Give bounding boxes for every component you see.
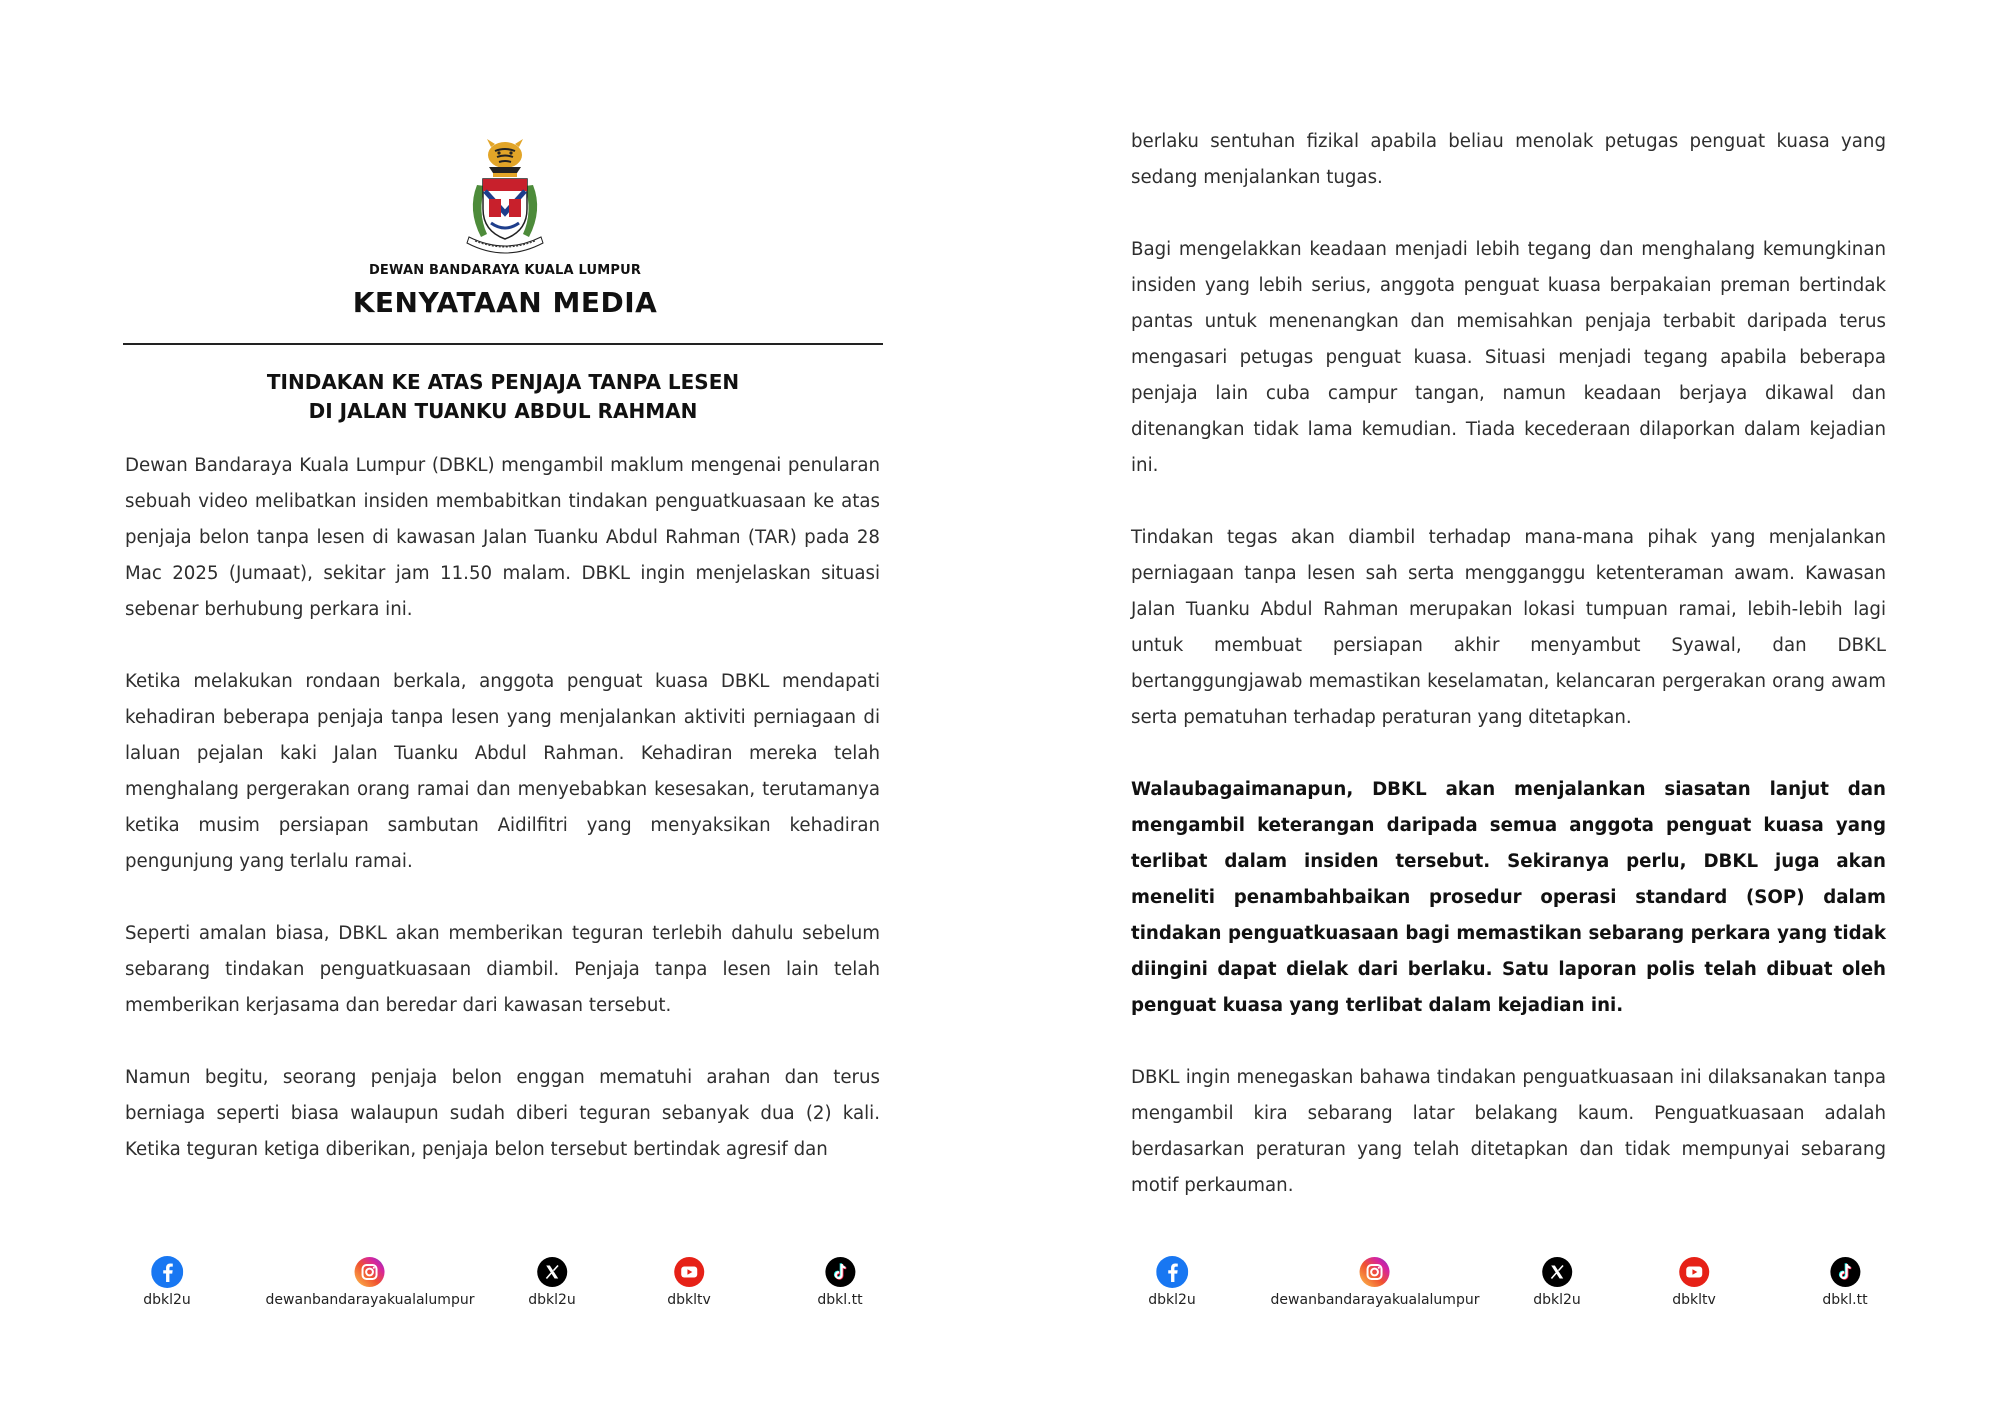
paragraph: Ketika melakukan rondaan berkala, anggota penguat kuasa DBKL mendapati kehadiran beberapa penjaja tanpa lesen yang menjalankan aktiviti perniagaan di laluan pejalan kaki Jalan Tuanku Abdul Rahman. Kehadiran mereka telah menghalang pergerakan orang ramai dan menyebabkan kesesakan, terutamanya ketika musim persiapan sambutan Aidilfitri yang menyaksikan kehadiran pengunjung yang terlalu ramai. xyxy=(125,671,880,872)
social-tiktok[interactable] xyxy=(1822,1256,1867,1308)
social-media-footer xyxy=(0,1256,1000,1316)
social-handle: dewanbandarayakualalumpur xyxy=(265,1292,475,1308)
social-handle: dbkl.tt xyxy=(1822,1292,1868,1308)
social-instagram[interactable] xyxy=(1271,1256,1480,1308)
paragraph: Tindakan tegas akan diambil terhadap mana-mana pihak yang menjalankan perniagaan tanpa lesen sah serta mengganggu ketenteraman awam. Kawasan Jalan Tuanku Abdul Rahman merupakan lokasi tumpuan ramai, lebih-lebih lagi untuk membuat persiapan akhir menyambut Syawal, dan DBKL bertanggungjawab memastikan keselamatan, kelancaran pergerakan orang awam serta pematuhan terhadap peraturan yang ditetapkan. xyxy=(1131,527,1886,728)
social-handle: dewanbandarayakualalumpur xyxy=(1270,1292,1480,1308)
instagram-icon xyxy=(1359,1256,1391,1288)
paragraph-bold: Walaubagaimanapun, DBKL akan menjalankan siasatan lanjut dan mengambil keterangan daripada semua anggota penguat kuasa yang terlibat dalam insiden tersebut. Sekiranya perlu, DBKL juga akan meneliti penambahbaikan prosedur operasi standard (SOP) dalam tindakan penguatkuasaan bagi memastikan sebarang perkara yang tidak diingini dapat dielak dari berlaku. Satu laporan polis telah dibuat oleh penguat kuasa yang terlibat dalam kejadian ini. xyxy=(1131,779,1886,1016)
paragraph: DBKL ingin menegaskan bahawa tindakan penguatkuasaan ini dilaksanakan tanpa mengambil kira sebarang latar belakang kaum. Penguatkuasaan adalah berdasarkan peraturan yang telah ditetapkan dan tidak mempunyai sebarang motif perkauman. xyxy=(1131,1067,1886,1196)
social-facebook[interactable] xyxy=(1148,1256,1196,1308)
paragraph: berlaku sentuhan fizikal apabila beliau menolak petugas penguat kuasa yang sedang menjalankan tugas. xyxy=(1131,131,1886,188)
social-handle: dbkl2u xyxy=(143,1292,191,1308)
youtube-icon xyxy=(1678,1256,1710,1288)
x-icon xyxy=(1541,1256,1573,1288)
paragraph: Seperti amalan biasa, DBKL akan memberikan teguran terlebih dahulu sebelum sebarang tindakan penguatkuasaan diambil. Penjaja tanpa lesen lain telah memberikan kerjasama dan beredar dari kawasan tersebut. xyxy=(125,923,880,1016)
paragraph: Bagi mengelakkan keadaan menjadi lebih tegang dan menghalang kemungkinan insiden yang lebih serius, anggota penguat kuasa berpakaian preman bertindak pantas untuk menenangkan dan memisahkan penjaja terbabit daripada terus mengasari petugas penguat kuasa. Situasi menjadi tegang apabila beberapa penjaja lain cuba campur tangan, namun keadaan berjaya dikawal dan ditenangkan tidak lama kemudian. Tiada kecederaan dilaporkan dalam kejadian ini. xyxy=(1131,239,1886,476)
headline-line-1: TINDAKAN KE ATAS PENJAJA TANPA LESEN xyxy=(266,370,740,394)
press-release-page-2 xyxy=(1000,0,2000,1413)
header-divider xyxy=(123,343,883,345)
social-handle: dbkltv xyxy=(1672,1292,1716,1308)
social-handle: dbkl2u xyxy=(528,1292,576,1308)
headline-line-2: DI JALAN TUANKU ABDUL RAHMAN xyxy=(308,399,698,423)
body-text-page-2 xyxy=(1131,124,1886,1204)
dbkl-crest-icon xyxy=(455,133,555,258)
social-youtube[interactable] xyxy=(667,1256,711,1308)
paragraph: Dewan Bandaraya Kuala Lumpur (DBKL) mengambil maklum mengenai penularan sebuah video melibatkan insiden membabitkan tindakan penguatkuasaan ke atas penjaja belon tanpa lesen di kawasan Jalan Tuanku Abdul Rahman (TAR) pada 28 Mac 2025 (Jumaat), sekitar jam 11.50 malam. DBKL ingin menjelaskan situasi sebenar berhubung perkara ini. xyxy=(125,455,880,620)
social-youtube[interactable] xyxy=(1672,1256,1716,1308)
social-instagram[interactable] xyxy=(266,1256,475,1308)
paragraph: Namun begitu, seorang penjaja belon enggan mematuhi arahan dan terus berniaga seperti biasa walaupun sudah diberi teguran sebanyak dua (2) kali. Ketika teguran ketiga diberikan, penjaja belon tersebut bertindak agresif dan xyxy=(125,1067,880,1160)
document-type-title: KENYATAAN MEDIA xyxy=(352,286,658,319)
social-tiktok[interactable] xyxy=(817,1256,862,1308)
social-handle: dbkl2u xyxy=(1148,1292,1196,1308)
social-x[interactable] xyxy=(528,1256,576,1308)
statement-headline xyxy=(123,368,883,426)
social-handle: dbkl.tt xyxy=(817,1292,863,1308)
social-handle: dbkl2u xyxy=(1533,1292,1581,1308)
tiktok-icon xyxy=(1829,1256,1861,1288)
organization-name: DEWAN BANDARAYA KUALA LUMPUR xyxy=(368,263,642,278)
x-icon xyxy=(536,1256,568,1288)
facebook-icon xyxy=(1156,1256,1188,1288)
social-x[interactable] xyxy=(1533,1256,1581,1308)
youtube-icon xyxy=(673,1256,705,1288)
social-handle: dbkltv xyxy=(667,1292,711,1308)
tiktok-icon xyxy=(824,1256,856,1288)
body-text-page-1 xyxy=(125,448,880,1168)
instagram-icon xyxy=(354,1256,386,1288)
social-media-footer xyxy=(1000,1256,2000,1316)
facebook-icon xyxy=(151,1256,183,1288)
social-facebook[interactable] xyxy=(143,1256,191,1308)
